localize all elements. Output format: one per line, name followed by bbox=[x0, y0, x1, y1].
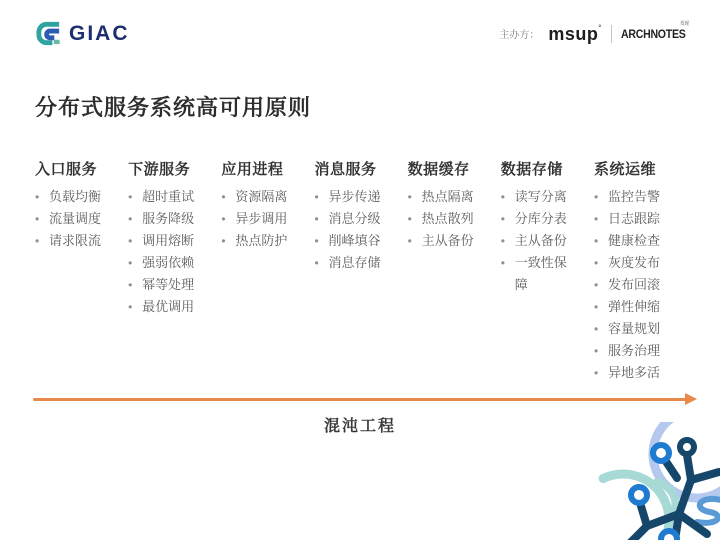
principle-item bbox=[314, 208, 405, 230]
archnotes-tag: 发现 bbox=[679, 20, 689, 27]
principle-item bbox=[128, 296, 219, 318]
bullet-icon: • bbox=[500, 190, 505, 204]
principle-item bbox=[501, 230, 592, 252]
principle-column bbox=[128, 158, 219, 384]
principle-item bbox=[221, 208, 312, 230]
principle-item-label: 消息分级 bbox=[328, 211, 381, 226]
principle-column bbox=[35, 158, 126, 384]
column-header: 系统运维 bbox=[593, 161, 656, 178]
archnotes-logo: ARCHNOTES 发现 bbox=[620, 20, 689, 41]
principle-item bbox=[314, 252, 405, 274]
principle-item-label: 热点隔离 bbox=[421, 189, 474, 204]
principle-item-label: 服务降级 bbox=[142, 211, 195, 226]
bullet-icon: • bbox=[500, 256, 505, 270]
column-item-list bbox=[314, 186, 405, 274]
principle-item-label: 发布回滚 bbox=[607, 277, 660, 292]
principle-item-label: 异地多活 bbox=[607, 365, 660, 380]
timeline-caption: 混沌工程 bbox=[323, 418, 396, 435]
msup-logo: msup° bbox=[548, 23, 602, 44]
column-header: 入口服务 bbox=[35, 161, 98, 178]
giac-logo-text: GIAC bbox=[69, 21, 130, 45]
hosts-block bbox=[499, 20, 694, 44]
principle-item bbox=[594, 208, 685, 230]
principle-item bbox=[594, 252, 685, 274]
column-item-list bbox=[408, 186, 499, 252]
principle-item-label: 分库分表 bbox=[514, 211, 567, 226]
bullet-icon: • bbox=[500, 212, 505, 226]
principle-item bbox=[594, 318, 685, 340]
bullet-icon: • bbox=[593, 300, 599, 314]
giac-logo-icon bbox=[35, 20, 64, 47]
principle-item-label: 最优调用 bbox=[142, 299, 195, 314]
principle-item-label: 请求限流 bbox=[49, 233, 102, 248]
bullet-icon: • bbox=[314, 212, 319, 226]
principle-item bbox=[594, 296, 685, 318]
principle-item-label: 资源隔离 bbox=[235, 189, 288, 204]
bullet-icon: • bbox=[314, 256, 319, 270]
bullet-icon: • bbox=[221, 234, 226, 248]
column-item-list bbox=[501, 186, 592, 296]
page-title: 分布式服务系统高可用原则 bbox=[35, 94, 312, 120]
bullet-icon: • bbox=[128, 256, 133, 270]
principle-item bbox=[408, 230, 499, 252]
bullet-icon: • bbox=[593, 234, 599, 248]
bullet-icon: • bbox=[35, 190, 40, 204]
principle-item-label: 服务治理 bbox=[607, 343, 660, 358]
bullet-icon: • bbox=[128, 278, 133, 292]
principle-columns bbox=[35, 158, 685, 384]
bullet-icon: • bbox=[593, 344, 599, 358]
principle-item-label: 异步调用 bbox=[235, 211, 288, 226]
principle-item bbox=[128, 252, 219, 274]
principle-item-label: 主从备份 bbox=[514, 233, 567, 248]
principle-item bbox=[35, 208, 126, 230]
principle-item bbox=[594, 186, 685, 208]
principle-item bbox=[594, 340, 685, 362]
principle-item-label: 强弱依赖 bbox=[142, 255, 195, 270]
principle-item bbox=[128, 186, 219, 208]
principle-item bbox=[221, 186, 312, 208]
principle-item bbox=[501, 186, 592, 208]
principle-item bbox=[221, 230, 312, 252]
bullet-icon: • bbox=[128, 212, 133, 226]
bullet-icon: • bbox=[128, 190, 133, 204]
msup-trademark: ° bbox=[598, 24, 602, 32]
column-item-list bbox=[594, 186, 685, 384]
principle-item bbox=[314, 186, 405, 208]
principle-item bbox=[501, 208, 592, 230]
principle-item bbox=[128, 230, 219, 252]
principle-item-label: 灰度发布 bbox=[607, 255, 660, 270]
principle-item-label: 热点散列 bbox=[421, 211, 474, 226]
network-graphic bbox=[595, 422, 720, 540]
principle-item-label: 消息存储 bbox=[328, 255, 381, 270]
principle-item-label: 主从备份 bbox=[421, 233, 474, 248]
bullet-icon: • bbox=[407, 234, 412, 248]
principle-item-label: 幂等处理 bbox=[142, 277, 195, 292]
principle-item-label: 健康检查 bbox=[607, 233, 660, 248]
bullet-icon: • bbox=[593, 212, 599, 226]
bullet-icon: • bbox=[593, 366, 599, 380]
principle-item-label: 一致性保障 bbox=[514, 255, 567, 292]
column-header: 应用进程 bbox=[221, 161, 284, 178]
principle-item-label: 日志跟踪 bbox=[607, 211, 660, 226]
principle-column bbox=[594, 158, 685, 384]
column-header: 数据存储 bbox=[500, 161, 563, 178]
principle-item bbox=[408, 208, 499, 230]
principle-item bbox=[314, 230, 405, 252]
bullet-icon: • bbox=[221, 190, 226, 204]
bullet-icon: • bbox=[500, 234, 505, 248]
principle-item bbox=[594, 274, 685, 296]
principle-item bbox=[128, 208, 219, 230]
column-header: 数据缓存 bbox=[407, 161, 470, 178]
principle-item-label: 热点防护 bbox=[235, 233, 288, 248]
bullet-icon: • bbox=[35, 234, 40, 248]
principle-item-label: 削峰填谷 bbox=[328, 233, 381, 248]
principle-item-label: 弹性伸缩 bbox=[607, 299, 660, 314]
bullet-icon: • bbox=[593, 190, 599, 204]
principle-item-label: 监控告警 bbox=[607, 189, 660, 204]
column-item-list bbox=[128, 186, 219, 318]
bullet-icon: • bbox=[314, 190, 319, 204]
principle-item-label: 流量调度 bbox=[49, 211, 102, 226]
principle-item bbox=[35, 186, 126, 208]
principle-item bbox=[35, 230, 126, 252]
bullet-icon: • bbox=[593, 322, 599, 336]
bullet-icon: • bbox=[221, 212, 226, 226]
principle-item-label: 负载均衡 bbox=[49, 189, 102, 204]
principle-item bbox=[408, 186, 499, 208]
sponsor-divider bbox=[611, 25, 612, 43]
bullet-icon: • bbox=[593, 278, 599, 292]
bullet-icon: • bbox=[314, 234, 319, 248]
principle-item-label: 调用熔断 bbox=[142, 233, 195, 248]
bullet-icon: • bbox=[35, 212, 40, 226]
principle-column bbox=[221, 158, 312, 384]
bullet-icon: • bbox=[128, 234, 133, 248]
host-label: 主办方： bbox=[499, 30, 540, 41]
bullet-icon: • bbox=[407, 212, 412, 226]
column-item-list bbox=[221, 186, 312, 252]
brand-bar bbox=[35, 20, 694, 47]
principle-item-label: 超时重试 bbox=[142, 189, 195, 204]
principle-column bbox=[408, 158, 499, 384]
bullet-icon: • bbox=[407, 190, 412, 204]
principle-item bbox=[501, 252, 592, 296]
principle-item-label: 容量规划 bbox=[607, 321, 660, 336]
bullet-icon: • bbox=[128, 300, 133, 314]
column-header: 下游服务 bbox=[128, 161, 191, 178]
principle-item-label: 异步传递 bbox=[328, 189, 381, 204]
principle-column bbox=[314, 158, 405, 384]
column-header: 消息服务 bbox=[314, 161, 377, 178]
column-item-list bbox=[35, 186, 126, 252]
timeline-arrow bbox=[33, 398, 686, 401]
principle-item bbox=[594, 362, 685, 384]
giac-logo bbox=[35, 20, 130, 47]
principle-item bbox=[128, 274, 219, 296]
principle-item bbox=[594, 230, 685, 252]
principle-column bbox=[501, 158, 592, 384]
principle-item-label: 读写分离 bbox=[514, 189, 567, 204]
bullet-icon: • bbox=[593, 256, 599, 270]
